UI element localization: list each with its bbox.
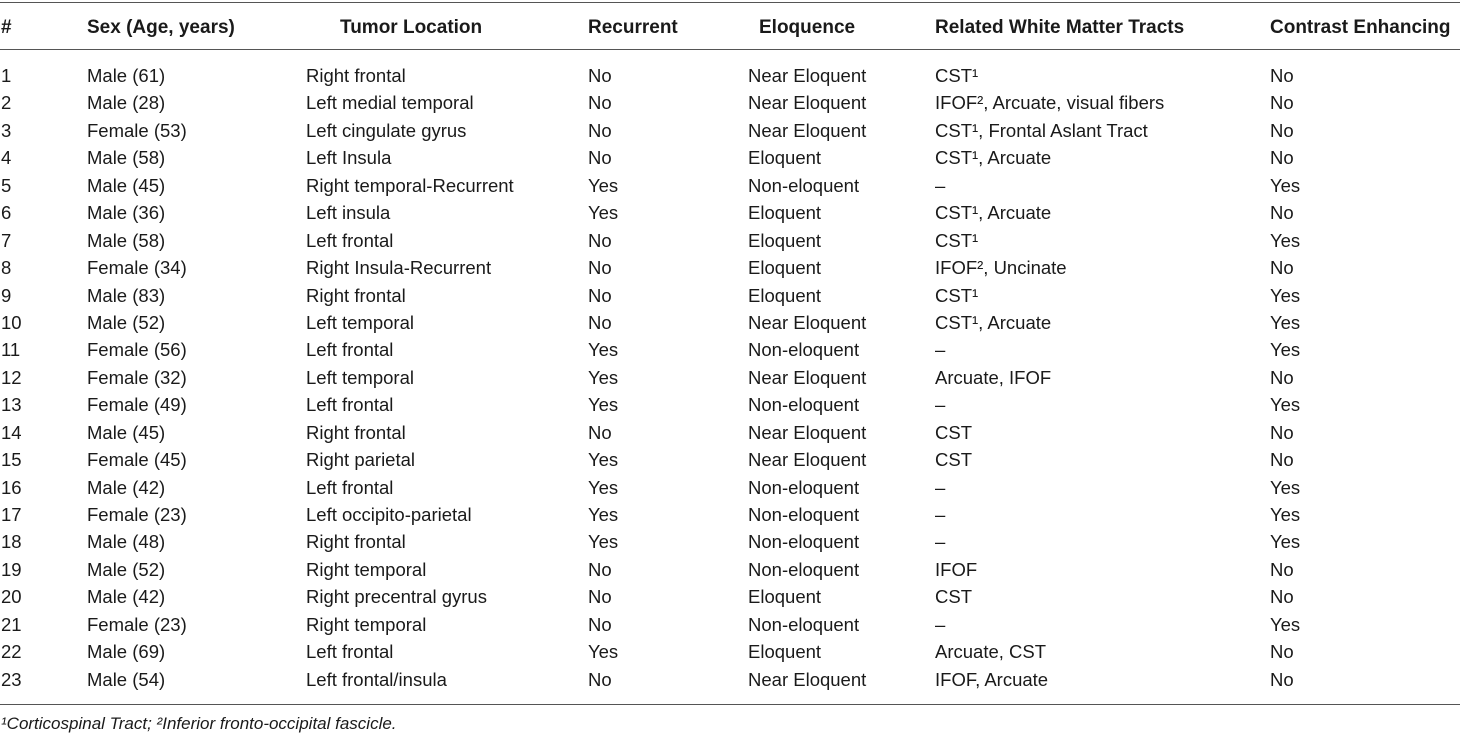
- cell-contrast-enhancing: No: [1270, 668, 1294, 690]
- cell-row-number: 19: [1, 558, 22, 580]
- cell-white-matter-tracts: CST: [935, 449, 972, 471]
- cell-tumor-location: Right frontal: [306, 284, 406, 306]
- cell-row-number: 4: [1, 147, 12, 169]
- table-footnote: ¹Corticospinal Tract; ²Inferior fronto-occipital fascicle.: [1, 714, 397, 733]
- cell-white-matter-tracts: –: [935, 476, 946, 498]
- cell-recurrent: Yes: [588, 366, 619, 388]
- cell-recurrent: No: [588, 284, 612, 306]
- table-row: [0, 227, 1460, 254]
- table-row: [0, 583, 1460, 610]
- cell-contrast-enhancing: No: [1270, 92, 1294, 114]
- cell-row-number: 5: [1, 174, 12, 196]
- table-row: [0, 336, 1460, 363]
- cell-sex-age: Male (28): [87, 92, 166, 114]
- cell-tumor-location: Left occipito-parietal: [306, 504, 472, 525]
- cell-eloquence: Non-eloquent: [748, 394, 860, 416]
- table-row: [0, 528, 1460, 555]
- cell-tumor-location: Right frontal: [306, 421, 406, 443]
- cell-recurrent: Yes: [588, 202, 619, 224]
- cell-tumor-location: Left frontal: [306, 339, 394, 361]
- cell-sex-age: Male (36): [87, 202, 166, 224]
- cell-eloquence: Eloquent: [748, 284, 822, 306]
- cell-white-matter-tracts: CST¹, Frontal Aslant Tract: [935, 119, 1148, 141]
- cell-eloquence: Near Eloquent: [748, 366, 867, 388]
- cell-recurrent: Yes: [588, 641, 619, 663]
- cell-contrast-enhancing: Yes: [1270, 394, 1301, 416]
- cell-tumor-location: Right parietal: [306, 449, 416, 471]
- table-row: [0, 611, 1460, 638]
- cell-tumor-location: Left frontal/insula: [306, 668, 447, 690]
- cell-tumor-location: Right frontal: [306, 531, 406, 553]
- cell-recurrent: Yes: [588, 504, 619, 525]
- cell-tumor-location: Left medial temporal: [306, 92, 474, 114]
- cell-eloquence: Near Eloquent: [748, 311, 867, 333]
- cell-recurrent: No: [588, 119, 612, 141]
- cell-contrast-enhancing: No: [1270, 366, 1294, 388]
- cell-eloquence: Near Eloquent: [748, 119, 867, 141]
- cell-recurrent: Yes: [588, 174, 619, 196]
- cell-tumor-location: Left temporal: [306, 366, 414, 388]
- cell-tumor-location: Left cingulate gyrus: [306, 119, 467, 141]
- cell-white-matter-tracts: CST: [935, 421, 972, 443]
- cell-recurrent: Yes: [588, 394, 619, 416]
- cell-eloquence: Near Eloquent: [748, 449, 867, 471]
- cell-eloquence: Non-eloquent: [748, 339, 860, 361]
- cell-white-matter-tracts: IFOF, Arcuate: [935, 668, 1049, 690]
- table-row: [0, 309, 1460, 336]
- cell-tumor-location: Left frontal: [306, 476, 394, 498]
- cell-white-matter-tracts: –: [935, 613, 946, 635]
- table-row: [0, 172, 1460, 199]
- cell-contrast-enhancing: No: [1270, 65, 1294, 86]
- cell-sex-age: Male (52): [87, 311, 166, 333]
- cell-eloquence: Non-eloquent: [748, 504, 860, 525]
- cell-contrast-enhancing: Yes: [1270, 229, 1301, 251]
- cell-row-number: 15: [1, 449, 22, 471]
- cell-recurrent: No: [588, 558, 612, 580]
- cell-eloquence: Near Eloquent: [748, 92, 867, 114]
- cell-row-number: 18: [1, 531, 22, 553]
- header-sex-age: Sex (Age, years): [87, 17, 235, 38]
- cell-tumor-location: Left insula: [306, 202, 391, 224]
- cell-recurrent: Yes: [588, 339, 619, 361]
- cell-tumor-location: Left frontal: [306, 394, 394, 416]
- cell-recurrent: Yes: [588, 476, 619, 498]
- cell-white-matter-tracts: –: [935, 394, 946, 416]
- cell-contrast-enhancing: No: [1270, 641, 1294, 663]
- cell-recurrent: No: [588, 311, 612, 333]
- cell-recurrent: No: [588, 147, 612, 169]
- cell-contrast-enhancing: Yes: [1270, 284, 1301, 306]
- cell-sex-age: Male (45): [87, 174, 166, 196]
- cell-sex-age: Female (23): [87, 613, 187, 635]
- cell-contrast-enhancing: No: [1270, 558, 1294, 580]
- cell-recurrent: Yes: [588, 449, 619, 471]
- cell-contrast-enhancing: No: [1270, 119, 1294, 141]
- cell-tumor-location: Right temporal: [306, 558, 427, 580]
- table-row: [0, 117, 1460, 144]
- cell-recurrent: No: [588, 65, 612, 86]
- header-contrast-enhancing: Contrast Enhancing: [1270, 17, 1451, 38]
- cell-contrast-enhancing: No: [1270, 257, 1294, 279]
- cell-sex-age: Male (48): [87, 531, 166, 553]
- cell-row-number: 11: [1, 339, 21, 361]
- table-row: [0, 254, 1460, 281]
- cell-white-matter-tracts: –: [935, 339, 946, 361]
- cell-sex-age: Male (42): [87, 586, 166, 608]
- cell-recurrent: Yes: [588, 531, 619, 553]
- cell-sex-age: Female (53): [87, 119, 187, 141]
- cell-eloquence: Near Eloquent: [748, 421, 867, 443]
- cell-recurrent: No: [588, 421, 612, 443]
- cell-eloquence: Eloquent: [748, 229, 822, 251]
- cell-eloquence: Eloquent: [748, 586, 822, 608]
- cell-tumor-location: Left Insula: [306, 147, 392, 169]
- cell-white-matter-tracts: IFOF², Uncinate: [935, 257, 1067, 279]
- cell-white-matter-tracts: Arcuate, CST: [935, 641, 1047, 663]
- cell-sex-age: Male (61): [87, 65, 166, 86]
- table-row: [0, 638, 1460, 665]
- cell-sex-age: Male (45): [87, 421, 166, 443]
- cell-white-matter-tracts: Arcuate, IFOF: [935, 366, 1052, 388]
- cell-sex-age: Female (49): [87, 394, 187, 416]
- cell-row-number: 10: [1, 311, 22, 333]
- cell-contrast-enhancing: Yes: [1270, 339, 1301, 361]
- cell-contrast-enhancing: No: [1270, 586, 1294, 608]
- cell-row-number: 9: [1, 284, 12, 306]
- cell-eloquence: Eloquent: [748, 202, 822, 224]
- cell-recurrent: No: [588, 229, 612, 251]
- cell-row-number: 6: [1, 202, 12, 224]
- cell-row-number: 12: [1, 366, 22, 388]
- cell-row-number: 14: [1, 421, 22, 443]
- cell-eloquence: Non-eloquent: [748, 531, 860, 553]
- cell-recurrent: No: [588, 92, 612, 114]
- cell-row-number: 17: [1, 504, 22, 525]
- cell-sex-age: Male (58): [87, 147, 166, 169]
- cell-row-number: 23: [1, 668, 22, 690]
- cell-contrast-enhancing: No: [1270, 449, 1294, 471]
- cell-tumor-location: Left frontal: [306, 229, 394, 251]
- table-header-row: [0, 3, 1460, 49]
- table-row: [0, 364, 1460, 391]
- cell-row-number: 1: [1, 65, 12, 86]
- cell-white-matter-tracts: –: [935, 174, 946, 196]
- cell-row-number: 3: [1, 119, 12, 141]
- table-row: [0, 556, 1460, 583]
- cell-recurrent: No: [588, 257, 612, 279]
- cell-white-matter-tracts: CST¹, Arcuate: [935, 311, 1052, 333]
- cell-eloquence: Non-eloquent: [748, 174, 860, 196]
- cell-sex-age: Male (54): [87, 668, 166, 690]
- cell-eloquence: Non-eloquent: [748, 476, 860, 498]
- cell-row-number: 21: [1, 613, 22, 635]
- cell-contrast-enhancing: Yes: [1270, 476, 1301, 498]
- table-row: [0, 501, 1460, 528]
- table-body: [0, 62, 1460, 693]
- cell-contrast-enhancing: No: [1270, 421, 1294, 443]
- cell-eloquence: Near Eloquent: [748, 65, 867, 86]
- cell-white-matter-tracts: CST¹: [935, 229, 979, 251]
- cell-white-matter-tracts: CST¹, Arcuate: [935, 202, 1052, 224]
- header-recurrent: Recurrent: [588, 17, 678, 38]
- cell-eloquence: Eloquent: [748, 641, 822, 663]
- cell-contrast-enhancing: No: [1270, 202, 1294, 224]
- cell-white-matter-tracts: –: [935, 504, 946, 525]
- table-bottom-rule: [0, 704, 1460, 705]
- cell-tumor-location: Right temporal: [306, 613, 427, 635]
- cell-row-number: 22: [1, 641, 22, 663]
- cell-tumor-location: Right temporal-Recurrent: [306, 174, 514, 196]
- cell-sex-age: Male (69): [87, 641, 166, 663]
- table-row: [0, 474, 1460, 501]
- table-row: [0, 666, 1460, 693]
- cell-row-number: 7: [1, 229, 12, 251]
- cell-contrast-enhancing: Yes: [1270, 531, 1301, 553]
- header-number: #: [1, 17, 12, 38]
- cell-recurrent: No: [588, 668, 612, 690]
- cell-eloquence: Eloquent: [748, 147, 822, 169]
- cell-recurrent: No: [588, 613, 612, 635]
- cell-white-matter-tracts: CST¹: [935, 65, 979, 86]
- cell-tumor-location: Right precentral gyrus: [306, 586, 487, 608]
- cell-sex-age: Male (58): [87, 229, 166, 251]
- cell-sex-age: Female (32): [87, 366, 187, 388]
- cell-white-matter-tracts: IFOF: [935, 558, 978, 580]
- cell-contrast-enhancing: Yes: [1270, 174, 1301, 196]
- cell-recurrent: No: [588, 586, 612, 608]
- cell-tumor-location: Left frontal: [306, 641, 394, 663]
- table-row: [0, 391, 1460, 418]
- cell-eloquence: Near Eloquent: [748, 668, 867, 690]
- cell-row-number: 16: [1, 476, 22, 498]
- cell-white-matter-tracts: –: [935, 531, 946, 553]
- cell-contrast-enhancing: Yes: [1270, 613, 1301, 635]
- cell-eloquence: Non-eloquent: [748, 558, 860, 580]
- cell-row-number: 2: [1, 92, 12, 114]
- cell-white-matter-tracts: CST¹: [935, 284, 979, 306]
- table-row: [0, 199, 1460, 226]
- cell-contrast-enhancing: No: [1270, 147, 1294, 169]
- header-tumor-location: Tumor Location: [340, 17, 483, 38]
- cell-sex-age: Female (34): [87, 257, 187, 279]
- cell-tumor-location: Left temporal: [306, 311, 414, 333]
- cell-sex-age: Male (42): [87, 476, 166, 498]
- cell-sex-age: Female (23): [87, 504, 187, 525]
- cell-eloquence: Non-eloquent: [748, 613, 860, 635]
- cell-eloquence: Eloquent: [748, 257, 822, 279]
- table-header-rule: [0, 49, 1460, 50]
- cell-white-matter-tracts: IFOF², Arcuate, visual fibers: [935, 92, 1165, 114]
- header-white-matter-tracts: Related White Matter Tracts: [935, 17, 1185, 38]
- cell-row-number: 8: [1, 257, 12, 279]
- cell-tumor-location: Right Insula-Recurrent: [306, 257, 492, 279]
- cell-sex-age: Male (83): [87, 284, 166, 306]
- cell-sex-age: Female (56): [87, 339, 187, 361]
- table-row: [0, 446, 1460, 473]
- cell-white-matter-tracts: CST: [935, 586, 972, 608]
- cell-sex-age: Female (45): [87, 449, 187, 471]
- table-row: [0, 282, 1460, 309]
- cell-contrast-enhancing: Yes: [1270, 311, 1301, 333]
- cell-contrast-enhancing: Yes: [1270, 504, 1301, 525]
- cell-sex-age: Male (52): [87, 558, 166, 580]
- cell-tumor-location: Right frontal: [306, 65, 406, 86]
- table-row: [0, 144, 1460, 171]
- cell-white-matter-tracts: CST¹, Arcuate: [935, 147, 1052, 169]
- table-row: [0, 419, 1460, 446]
- table-row: [0, 62, 1460, 89]
- cell-row-number: 20: [1, 586, 22, 608]
- table-row: [0, 89, 1460, 116]
- cell-row-number: 13: [1, 394, 22, 416]
- header-eloquence: Eloquence: [759, 17, 856, 38]
